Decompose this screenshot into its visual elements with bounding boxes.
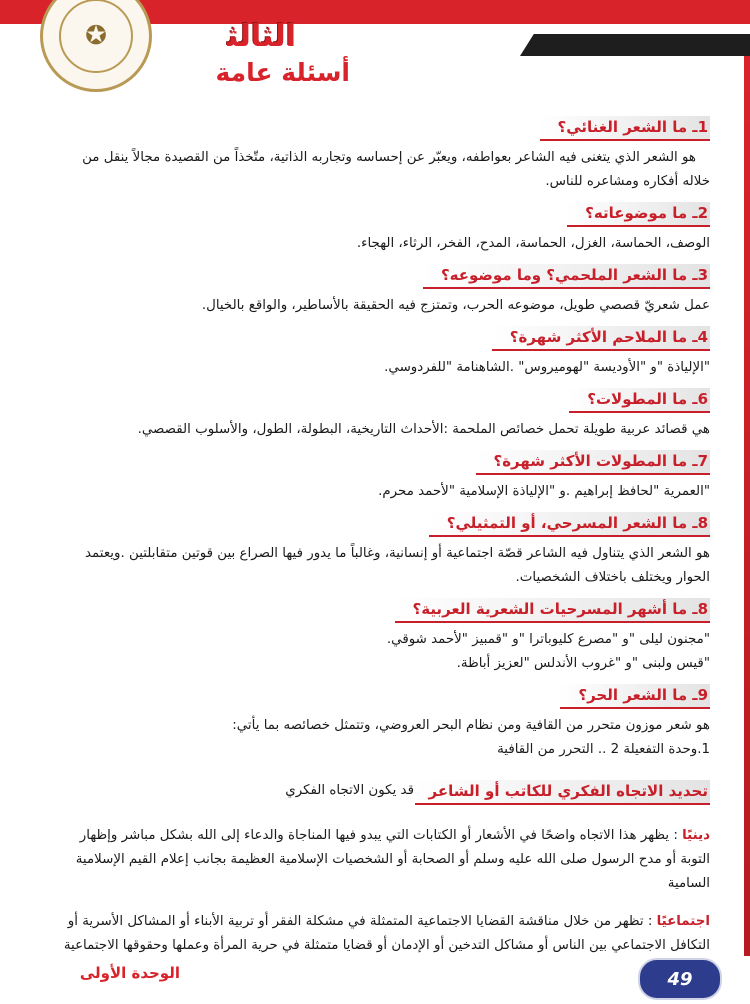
question-block-2 [56, 202, 710, 256]
paragraph-label: اجتماعيًا [656, 914, 710, 929]
question-block-9 [56, 684, 710, 762]
question-heading: 3ـ ما الشعر الملحمي؟ وما موضوعه؟ [423, 264, 710, 289]
answer-line: الوصف، الحماسة، الغزل، الحماسة، المدح، الفخر، الرثاء، الهجاء. [356, 236, 710, 251]
answer [56, 542, 710, 590]
question-block-7 [56, 450, 710, 504]
top-black-band [520, 34, 750, 56]
question-heading: 6ـ ما المطولات؟ [569, 388, 710, 413]
question-block-4 [56, 326, 710, 380]
paragraph-social [56, 910, 710, 958]
section-heading: تحديد الاتجاه الفكري للكاتب أو الشاعر [415, 780, 710, 805]
answer-line: "الإلياذة "و "الأوديسة "لهوميروس" .الشاهنامة "للفردوسي. [384, 360, 710, 375]
question-block-8b [56, 598, 710, 676]
answer-line: خلاله أفكاره ومشاعره للناس. [545, 174, 710, 189]
page-number: 49 [638, 958, 722, 1000]
grade-main-label: الثالث [227, 19, 296, 54]
section-header-row [56, 780, 710, 810]
answer-line: عمل شعريّ قصصي طويل، موضوعه الحرب، وتمتزج فيه الحقيقة بالأساطير، والواقع بالخيال. [201, 298, 710, 313]
ministry-seal-icon: ✪ [59, 0, 133, 73]
question-block-8a [56, 512, 710, 590]
question-heading: 4ـ ما الملاحم الأكثر شهرة؟ [492, 326, 710, 351]
question-block-3 [56, 264, 710, 318]
paragraph-religious [56, 824, 710, 896]
question-heading: 8ـ ما الشعر المسرحي، أو التمثيلي؟ [429, 512, 710, 537]
question-block-1 [56, 116, 710, 194]
question-heading: 1ـ ما الشعر الغنائي؟ [540, 116, 711, 141]
question-heading: 8ـ ما أشهر المسرحيات الشعرية العربية؟ [395, 598, 710, 623]
answer [56, 418, 710, 442]
answer-line: هو شعر موزون متحرر من القافية ومن نظام البحر العروضي، وتتمثل خصائصه بما يأتي: [232, 718, 710, 733]
unit-label: الوحدة الأولى [79, 964, 180, 982]
answer [56, 714, 710, 762]
answer-line: هي قصائد عربية طويلة تحمل خصائص الملحمة :الأحداث التاريخية، البطولة، الطول، والأسلوب القصصي. [137, 422, 710, 437]
ministry-logo [40, 0, 152, 92]
question-heading: 2ـ ما موضوعاته؟ [567, 202, 710, 227]
question-heading: 7ـ ما المطولات الأكثر شهرة؟ [476, 450, 711, 475]
answer-line: هو الشعر الذي يتغنى فيه الشاعر بعواطفه، ويعبّر عن إحساسه وتجاربه الذاتية، متّخذاً من القصيدة مجالاً ينقل من [82, 150, 696, 165]
answer [56, 356, 710, 380]
side-red-strip [744, 56, 750, 956]
answer [56, 480, 710, 504]
paragraph-text: : يظهر هذا الاتجاه واضحًا في الأشعار أو الكتابات التي يبدو فيها المناجاة والدعاء إلى الله بشكل مباشر وإظهار التوبة أو مدح الرسول صلى الله عليه وسلم أو الصحابة أو الشخصيات الإسلامية العظيمة بجانب إعلام القيم الإسلامية السامية [75, 828, 710, 891]
paragraph-label: دينيًا [682, 828, 710, 843]
section-subheading: قد يكون الاتجاه الفكري [285, 783, 414, 798]
answer [56, 146, 710, 194]
grade-title [165, 16, 296, 54]
answer-line: هو الشعر الذي يتناول فيه الشاعر قصّة اجتماعية أو إنسانية، وغالباً ما يدور فيها الصراع بين قوتين متقابلتين .ويعتمد [85, 546, 710, 561]
answer [56, 232, 710, 256]
answer [56, 294, 710, 318]
answer-line: "مجنون ليلى "و "مصرع كليوباترا "و "قمبيز "لأحمد شوقي. [386, 632, 710, 647]
answer-line: الحوار ويختلف باختلاف الشخصيات. [515, 570, 710, 585]
answer-line: "قيس ولبنى "و "غروب الأندلس "لعزيز أباظة. [456, 656, 710, 671]
page-title: أسئلة عامة [215, 58, 350, 87]
question-block-6 [56, 388, 710, 442]
answer-line: "العمرية "لحافظ إبراهيم .و "الإلياذة الإسلامية "لأحمد محرم. [378, 484, 710, 499]
answer-line: 1.وحدة التفعيلة 2 .. التحرر من القافية [497, 742, 710, 757]
paragraph-text: : تظهر من خلال مناقشة القضايا الاجتماعية المتمثلة في مشكلة الفقر أو تربية الأبناء أو المشاكل الأسرية أو التكافل الاجتماعي بين الناس أو مشاكل التدخين أو الإدمان أو قضايا متمثلة في حرية المرأة وعملها وحقوقها الاجتماعية [63, 914, 710, 953]
question-heading: 9ـ ما الشعر الحر؟ [560, 684, 710, 709]
answer [56, 628, 710, 676]
content [56, 116, 710, 958]
grade-small-label: الثانوي [168, 23, 228, 43]
